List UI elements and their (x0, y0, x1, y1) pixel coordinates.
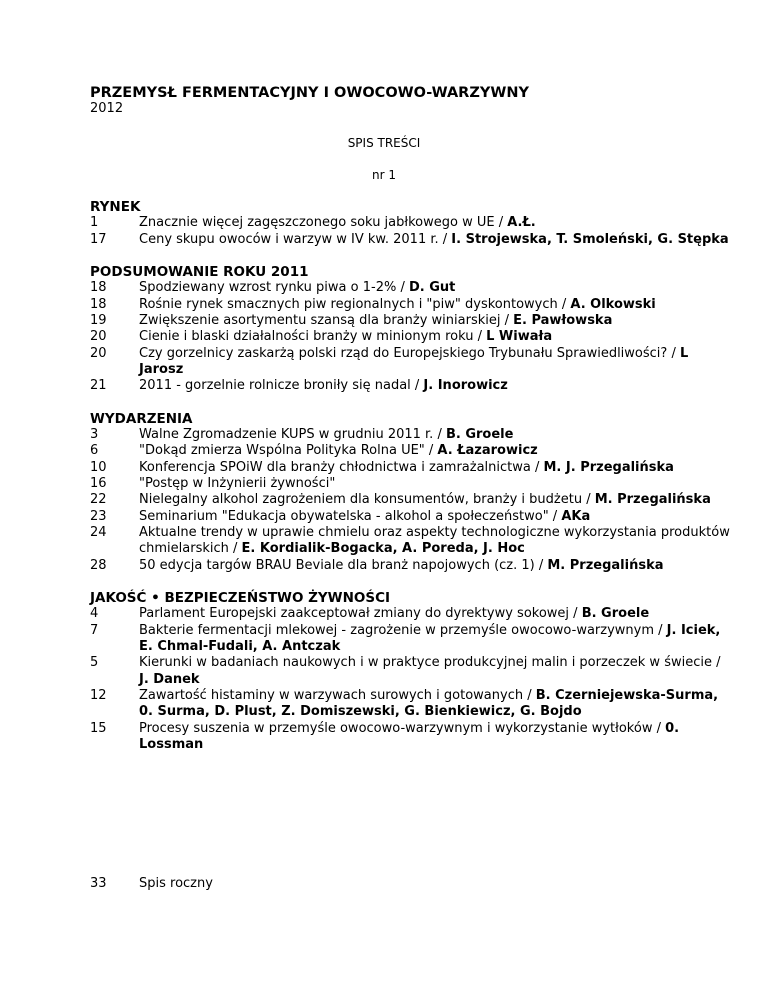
entry-title: "Dokąd zmierza Wspólna Polityka Rolna UE" / (139, 443, 438, 459)
entry-title: Nielegalny alkohol zagrożeniem dla konsumentów, branży i budżetu / (139, 492, 595, 508)
section-heading: JAKOŚĆ • BEZPIECZEŃSTWO ŻYWNOŚCI (90, 590, 390, 607)
entry-title: Cienie i blaski działalności branży w minionym roku / (139, 329, 487, 345)
section-heading: WYDARZENIA (90, 410, 193, 427)
document-title: PRZEMYSŁ FERMENTACYJNY I OWOCOWO-WARZYWNY (90, 85, 529, 101)
entry-author: A.Ł. (507, 215, 536, 231)
entry-text (139, 721, 730, 754)
toc-section (90, 411, 730, 574)
section-heading: PODSUMOWANIE ROKU 2011 (90, 264, 309, 281)
entry-title: Czy gorzelnicy zaskarżą polski rząd do Europejskiego Trybunału Sprawiedliwości? / (139, 345, 680, 361)
entry-text (139, 476, 730, 492)
entry-page-number: 6 (90, 443, 99, 459)
entry-title: Ceny skupu owoców i warzyw w IV kw. 2011 r. / (139, 231, 452, 247)
entry-author: B. Groele (445, 427, 514, 443)
entry-author: M. Przegalińska (547, 557, 664, 573)
toc-section (90, 590, 730, 753)
entry-text (139, 688, 730, 721)
entry-page-number: 23 (90, 508, 107, 524)
entry-author: D. Gut (408, 280, 456, 296)
entry-text (139, 297, 730, 313)
toc-entry (90, 443, 730, 459)
entry-text (139, 329, 730, 345)
entry-title: Seminarium "Edukacja obywatelska - alkohol a społeczeństwo" / (139, 508, 562, 524)
entry-page-number: 19 (90, 313, 107, 329)
toc-entry (90, 313, 730, 329)
entry-author: B. Czerniejewska-Surma, 0. Surma, D. Plust, Z. Domiszewski, G. Bienkiewicz, G. Bojdo (139, 687, 719, 720)
entry-page-number: 17 (90, 231, 107, 247)
entry-title: Aktualne trendy w uprawie chmielu oraz aspekty technologiczne wykorzystania produktów chmielarskich / (139, 524, 730, 557)
entry-text (139, 427, 730, 443)
toc-entry-annual-index (90, 876, 730, 892)
toc-entry (90, 558, 730, 574)
toc-title: SPIS TREŚCI (347, 136, 421, 150)
entry-text (139, 492, 730, 508)
entry-author: J. Inorowicz (423, 378, 508, 394)
entry-title: Zawartość histaminy w warzywach surowych i gotowanych / (139, 687, 536, 703)
toc-entry (90, 509, 730, 525)
entry-author: M. Przegalińska (594, 492, 711, 508)
entry-page-number: 3 (90, 427, 99, 443)
entry-author: A. Olkowski (570, 296, 656, 312)
entry-title: Zwiększenie asortymentu szansą dla branży winiarskiej / (139, 313, 514, 329)
entry-text (139, 525, 730, 558)
entry-author: J. Danek (139, 671, 200, 687)
toc-entry (90, 525, 730, 558)
entry-page-number: 18 (90, 280, 107, 296)
section-heading: RYNEK (90, 199, 141, 215)
toc-entry (90, 378, 730, 394)
toc-entry (90, 460, 730, 476)
toc-entry (90, 476, 730, 492)
entry-title: 2011 - gorzelnie rolnicze broniły się nadal / (139, 378, 424, 394)
entry-page-number: 33 (90, 876, 107, 891)
toc-entry (90, 492, 730, 508)
entry-title: Parlament Europejski zaakceptował zmiany do dyrektywy sokowej / (139, 606, 582, 622)
entry-title: Procesy suszenia w przemyśle owocowo-warzywnym i wykorzystanie wytłoków / (139, 720, 666, 736)
entry-text (139, 280, 730, 296)
entry-title: Spis roczny (139, 876, 213, 891)
toc-entry (90, 688, 730, 721)
entry-title: "Postęp w Inżynierii żywności" (139, 476, 336, 492)
entry-author: M. J. Przegalińska (543, 459, 674, 475)
entry-title: Bakterie fermentacji mlekowej - zagrożenie w przemyśle owocowo-warzywnym / (139, 622, 667, 638)
entry-title: Rośnie rynek smacznych piw regionalnych i "piw" dyskontowych / (139, 296, 571, 312)
entry-text (139, 378, 730, 394)
toc-entry (90, 297, 730, 313)
toc-entry (90, 215, 730, 231)
entry-text (139, 215, 730, 231)
entry-text (139, 655, 730, 688)
entry-page-number: 22 (90, 492, 107, 508)
entry-page-number: 21 (90, 378, 107, 394)
entry-text (139, 606, 730, 622)
entry-page-number: 20 (90, 345, 107, 361)
toc-entry (90, 329, 730, 345)
toc-entry (90, 623, 730, 656)
entry-title: Kierunki w badaniach naukowych i w praktyce produkcyjnej malin i porzeczek w świecie / (139, 655, 721, 671)
entry-title: 50 edycja targów BRAU Beviale dla branż napojowych (cz. 1) / (139, 557, 548, 573)
issue-number: nr 1 (372, 168, 396, 182)
entry-page-number: 12 (90, 687, 107, 703)
entry-text (139, 623, 730, 656)
entry-author: A. Łazarowicz (437, 443, 538, 459)
toc-entry (90, 606, 730, 622)
toc-section (90, 264, 730, 394)
entry-title: Spodziewany wzrost rynku piwa o 1-2% / (139, 280, 409, 296)
toc-entry (90, 346, 730, 379)
toc-entry (90, 427, 730, 443)
entry-title: Konferencja SPOiW dla branży chłodnictwa i zamrażalnictwa / (139, 459, 544, 475)
entry-text (139, 232, 730, 248)
entry-author: E. Kordialik-Bogacka, A. Poreda, J. Hoc (241, 541, 525, 557)
entry-author: L Wiwała (486, 329, 553, 345)
entry-text (139, 313, 730, 329)
entry-text (139, 558, 730, 574)
entry-page-number: 20 (90, 329, 107, 345)
entry-page-number: 10 (90, 459, 107, 475)
entry-author: E. Pawłowska (513, 313, 613, 329)
entry-page-number: 16 (90, 476, 107, 492)
toc-entry (90, 232, 730, 248)
entry-page-number: 4 (90, 606, 99, 622)
entry-author: B. Groele (581, 606, 650, 622)
entry-page-number: 1 (90, 215, 99, 231)
entry-text (139, 346, 730, 379)
document-year: 2012 (90, 101, 124, 116)
entry-page-number: 15 (90, 720, 107, 736)
entry-author: L Jarosz (139, 345, 689, 377)
entry-title: Walne Zgromadzenie KUPS w grudniu 2011 r. / (139, 427, 446, 443)
entry-author: AKa (561, 508, 591, 524)
entry-text (139, 443, 730, 459)
toc-entry (90, 721, 730, 754)
entry-author: 0. Lossman (139, 720, 680, 752)
toc-entry (90, 280, 730, 296)
entry-author: I. Strojewska, T. Smoleński, G. Stępka (451, 231, 729, 247)
entry-page-number: 24 (90, 524, 107, 540)
toc-entry (90, 655, 730, 688)
entry-title: Znacznie więcej zagęszczonego soku jabłkowego w UE / (139, 215, 508, 231)
entry-text (139, 460, 730, 476)
entry-author: J. Iciek, E. Chmal-Fudali, A. Antczak (139, 622, 721, 655)
entry-text (139, 509, 730, 525)
entry-page-number: 5 (90, 655, 99, 671)
entry-page-number: 7 (90, 622, 99, 638)
toc-sections (90, 199, 730, 769)
toc-section (90, 199, 730, 248)
entry-page-number: 28 (90, 557, 107, 573)
entry-page-number: 18 (90, 296, 107, 312)
